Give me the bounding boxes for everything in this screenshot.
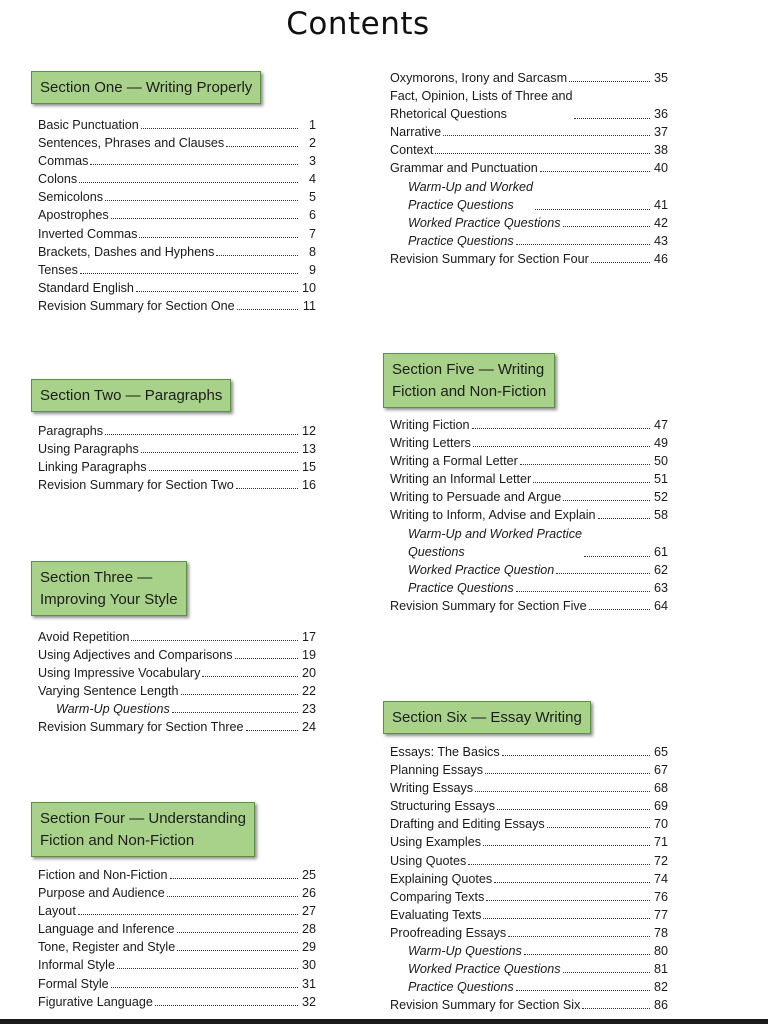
section-one-list (38, 116, 316, 315)
toc-entry[interactable] (390, 579, 668, 597)
toc-entry[interactable] (390, 888, 668, 906)
dot-leader (172, 712, 298, 713)
toc-entry-label: Planning Essays (390, 763, 484, 778)
dot-leader (540, 171, 650, 172)
toc-entry-label: Using Quotes (390, 853, 467, 868)
toc-entry-page-number: 40 (653, 161, 668, 176)
toc-entry-label: Writing Letters (390, 436, 471, 451)
dot-leader (516, 990, 650, 991)
toc-entry-page-number: 50 (653, 454, 668, 469)
section-six-header[interactable] (383, 701, 591, 734)
toc-entry-page-number: 31 (301, 976, 316, 991)
toc-entry[interactable] (390, 743, 668, 761)
dot-leader (485, 773, 650, 774)
toc-entry[interactable] (390, 852, 668, 870)
toc-entry[interactable] (390, 815, 668, 833)
dot-leader (497, 809, 650, 810)
toc-entry-label: Explaining Quotes (390, 871, 493, 886)
toc-entry-label: Informal Style (38, 958, 115, 973)
dot-leader (177, 950, 298, 951)
toc-entry[interactable] (38, 718, 316, 736)
toc-entry-label: Colons (38, 172, 78, 187)
toc-entry-page-number: 74 (653, 871, 668, 886)
dot-leader (591, 262, 650, 263)
toc-entry-label: Varying Sentence Length (38, 684, 179, 699)
toc-entry-page-number: 46 (653, 251, 668, 266)
toc-entry[interactable] (38, 628, 316, 646)
dot-leader (563, 500, 650, 501)
dot-leader (569, 81, 650, 82)
dot-leader (216, 255, 298, 256)
dot-leader (139, 237, 298, 238)
toc-entry[interactable] (390, 141, 668, 159)
toc-entry[interactable] (390, 488, 668, 506)
toc-entry-page-number: 32 (301, 994, 316, 1009)
toc-entry-page-number: 58 (653, 508, 668, 523)
section-three-list (38, 628, 316, 737)
toc-entry[interactable] (38, 476, 316, 494)
section-header-line: Fiction and Non-Fiction (392, 383, 547, 400)
toc-entry[interactable] (38, 646, 316, 664)
toc-entry-label: Standard English (38, 280, 134, 295)
toc-entry[interactable] (390, 525, 668, 561)
dot-leader (111, 218, 298, 219)
toc-entry-label: Layout (38, 904, 76, 919)
toc-entry-label: Worked Practice Questions (408, 962, 561, 977)
toc-entry-label: Essays: The Basics (390, 745, 500, 759)
dot-leader (486, 900, 650, 901)
toc-entry[interactable] (38, 884, 316, 902)
section-header-line: Section Four — Understanding (40, 810, 246, 827)
toc-entry[interactable] (38, 866, 316, 884)
toc-entry-page-number: 61 (653, 544, 668, 559)
toc-entry[interactable] (38, 116, 316, 134)
dot-leader (167, 896, 298, 897)
dot-leader (584, 556, 650, 557)
toc-entry[interactable] (38, 225, 316, 243)
toc-entry[interactable] (390, 416, 668, 434)
dot-leader (181, 694, 299, 695)
toc-entry-page-number: 25 (301, 868, 316, 882)
toc-entry-page-number: 35 (653, 71, 668, 85)
dot-leader (589, 609, 650, 610)
toc-entry-label: Semicolons (38, 190, 104, 205)
dot-leader (516, 244, 650, 245)
dot-leader (563, 972, 650, 973)
dot-leader (170, 878, 299, 879)
toc-entry-label: Worked Practice Question (408, 562, 555, 577)
toc-entry-page-number: 5 (308, 190, 316, 205)
toc-entry-label: Revision Summary for Section Six (390, 998, 581, 1013)
toc-entry-label: Practice Questions (408, 233, 514, 248)
toc-entry[interactable] (38, 261, 316, 279)
toc-entry-label-stack (390, 525, 582, 561)
toc-entry-label: Questions (408, 544, 465, 559)
toc-entry-label: Writing Fiction (390, 418, 470, 432)
toc-entry-label: Practice Questions (408, 580, 514, 595)
dot-leader (202, 676, 298, 677)
dot-leader (524, 954, 650, 955)
section-four-list (38, 866, 316, 1011)
toc-entry[interactable] (390, 779, 668, 797)
dot-leader (533, 482, 650, 483)
toc-entry-page-number: 63 (653, 580, 668, 595)
toc-entry[interactable] (390, 506, 668, 524)
toc-entry-page-number: 12 (301, 424, 316, 438)
toc-entry-page-number: 72 (653, 853, 668, 868)
dot-leader (235, 658, 298, 659)
toc-entry[interactable] (390, 996, 668, 1014)
section-one-header[interactable] (31, 71, 261, 104)
toc-entry[interactable] (390, 434, 668, 452)
toc-entry[interactable] (390, 978, 668, 996)
dot-leader (483, 918, 650, 919)
toc-entry-page-number: 71 (653, 835, 668, 850)
dot-leader (472, 428, 650, 429)
toc-entry-label: Avoid Repetition (38, 630, 130, 644)
dot-leader (574, 118, 650, 119)
toc-entry[interactable] (390, 452, 668, 470)
toc-entry[interactable] (390, 232, 668, 250)
toc-entry-label: Writing to Persuade and Argue (390, 490, 562, 505)
section-six-list (390, 743, 668, 1014)
toc-entry-page-number: 67 (653, 763, 668, 778)
toc-entry[interactable] (390, 924, 668, 942)
toc-entry-page-number: 6 (308, 208, 316, 223)
toc-entry[interactable] (390, 761, 668, 779)
toc-entry-page-number: 30 (301, 958, 316, 973)
toc-entry-page-number: 36 (653, 107, 668, 122)
toc-entry-label: Rhetorical Questions (390, 107, 507, 122)
toc-entry-label: Figurative Language (38, 994, 153, 1009)
dot-leader (237, 309, 298, 310)
toc-entry[interactable] (38, 664, 316, 682)
dot-leader (547, 827, 650, 828)
toc-entry-page-number: 27 (301, 904, 316, 919)
toc-entry-page-number: 3 (308, 154, 316, 169)
toc-entry[interactable] (390, 797, 668, 815)
dot-leader (598, 518, 650, 519)
toc-entry[interactable] (38, 956, 316, 974)
toc-entry-label: Paragraphs (38, 424, 104, 438)
toc-entry-label: Evaluating Texts (390, 907, 482, 922)
toc-entry-label: Writing an Informal Letter (390, 472, 532, 487)
dot-leader (556, 573, 650, 574)
toc-entry[interactable] (38, 993, 316, 1011)
toc-entry-page-number: 78 (653, 925, 668, 940)
toc-entry-first-line: Warm-Up and Worked (408, 179, 534, 194)
dot-leader (131, 640, 298, 641)
toc-entry-label: Proofreading Essays (390, 925, 507, 940)
toc-entry[interactable] (38, 134, 316, 152)
toc-entry-label: Sentences, Phrases and Clauses (38, 136, 225, 151)
toc-entry-page-number: 47 (653, 418, 668, 432)
toc-entry-page-number: 70 (653, 817, 668, 832)
toc-entry-page-number: 15 (301, 460, 316, 475)
toc-entry[interactable] (390, 597, 668, 615)
section-header-line: Section Five — Writing (392, 361, 545, 378)
toc-entry-label: Using Impressive Vocabulary (38, 666, 201, 681)
toc-entry-label: Structuring Essays (390, 799, 495, 814)
toc-entry-page-number: 17 (301, 630, 316, 644)
toc-entry-page-number: 86 (653, 998, 668, 1013)
toc-entry-label: Revision Summary for Section Two (38, 478, 234, 493)
toc-entry-label: Language and Inference (38, 922, 175, 937)
toc-entry-page-number: 68 (653, 781, 668, 796)
toc-entry-label: Using Adjectives and Comparisons (38, 648, 233, 663)
toc-entry-label: Writing Essays (390, 781, 474, 796)
section-two-list (38, 422, 316, 494)
toc-entry-page-number: 23 (301, 702, 316, 717)
toc-entry-label: Context (390, 143, 434, 158)
toc-entry-page-number: 37 (653, 125, 668, 140)
toc-entry-label: Grammar and Punctuation (390, 161, 538, 176)
dot-leader (236, 488, 298, 489)
toc-entry-label: Purpose and Audience (38, 886, 165, 901)
section-five-header[interactable] (383, 353, 555, 408)
toc-entry[interactable] (38, 152, 316, 170)
toc-entry[interactable] (38, 938, 316, 956)
toc-entry[interactable] (390, 250, 668, 268)
dot-leader (105, 434, 298, 435)
dot-leader (79, 182, 298, 183)
dot-leader (508, 936, 650, 937)
toc-entry-page-number: 64 (653, 598, 668, 613)
toc-entry[interactable] (38, 206, 316, 224)
toc-entry[interactable] (38, 440, 316, 458)
toc-entry[interactable] (390, 870, 668, 888)
toc-entry-label: Revision Summary for Section One (38, 298, 235, 313)
dot-leader (226, 146, 298, 147)
toc-entry-page-number: 62 (653, 562, 668, 577)
toc-entry-first-line: Warm-Up and Worked Practice (408, 526, 583, 541)
toc-entry-page-number: 69 (653, 799, 668, 814)
toc-entry-page-number: 24 (301, 720, 316, 735)
toc-entry[interactable] (390, 561, 668, 579)
dot-leader (483, 845, 650, 846)
section-two-header[interactable] (31, 379, 231, 412)
toc-entry-page-number: 76 (653, 889, 668, 904)
dot-leader (141, 452, 298, 453)
dot-leader (475, 791, 650, 792)
toc-entry-page-number: 1 (308, 118, 316, 132)
toc-entry-label: Using Paragraphs (38, 442, 139, 457)
section-header-line: Section Three — (40, 569, 153, 586)
dot-leader (117, 968, 298, 969)
toc-entry-label: Commas (38, 154, 89, 169)
toc-entry-label: Practice Questions (408, 980, 514, 995)
toc-entry[interactable] (38, 188, 316, 206)
toc-entry-page-number: 13 (301, 442, 316, 457)
section-four-continued-list (390, 69, 668, 268)
toc-entry-page-number: 28 (301, 922, 316, 937)
toc-entry-first-line: Fact, Opinion, Lists of Three and (390, 89, 573, 104)
dot-leader (105, 200, 298, 201)
toc-entry-label: Revision Summary for Section Four (390, 251, 589, 266)
section-header-line: Improving Your Style (40, 591, 178, 608)
toc-entry-page-number: 80 (653, 944, 668, 959)
dot-leader (502, 755, 650, 756)
toc-entry-page-number: 65 (653, 745, 668, 759)
dot-leader (78, 914, 298, 915)
section-four-header[interactable] (31, 802, 255, 857)
toc-entry-label: Fiction and Non-Fiction (38, 868, 168, 882)
toc-entry-page-number: 81 (653, 962, 668, 977)
toc-entry[interactable] (38, 297, 316, 315)
toc-entry-label: Revision Summary for Section Five (390, 598, 587, 613)
section-header-line: Section Six — Essay Writing (392, 709, 582, 726)
toc-entry-page-number: 43 (653, 233, 668, 248)
toc-entry[interactable] (38, 458, 316, 476)
dot-leader (563, 226, 650, 227)
toc-entry-page-number: 82 (653, 980, 668, 995)
toc-entry-label: Writing a Formal Letter (390, 454, 518, 469)
toc-entry[interactable] (38, 279, 316, 297)
toc-entry-page-number: 77 (653, 907, 668, 922)
bottom-edge-bar (0, 1019, 768, 1024)
toc-entry-label: Inverted Commas (38, 226, 138, 241)
toc-entry-label: Brackets, Dashes and Hyphens (38, 244, 215, 259)
toc-entry-label: Tone, Register and Style (38, 940, 176, 955)
toc-entry[interactable] (390, 470, 668, 488)
toc-entry[interactable] (38, 170, 316, 188)
toc-entry-label: Practice Questions (408, 197, 514, 212)
toc-entry[interactable] (390, 159, 668, 177)
toc-entry-page-number: 42 (653, 215, 668, 230)
toc-entry[interactable] (38, 700, 316, 718)
toc-entry-page-number: 41 (653, 197, 668, 212)
toc-entry-page-number: 22 (301, 684, 316, 699)
toc-entry-label: Linking Paragraphs (38, 460, 147, 475)
dot-leader (443, 135, 650, 136)
dot-leader (90, 164, 298, 165)
toc-entry-page-number: 19 (301, 648, 316, 663)
dot-leader (435, 153, 650, 154)
toc-entry-label: Narrative (390, 125, 442, 140)
toc-entry[interactable] (390, 960, 668, 978)
dot-leader (246, 730, 298, 731)
toc-entry[interactable] (390, 942, 668, 960)
toc-entry-label: Revision Summary for Section Three (38, 720, 244, 735)
toc-entry-label: Warm-Up Questions (408, 944, 522, 959)
toc-entry[interactable] (390, 69, 668, 87)
toc-entry[interactable] (390, 178, 668, 214)
dot-leader (111, 987, 298, 988)
dot-leader (141, 128, 298, 129)
dot-leader (582, 1008, 650, 1009)
dot-leader (473, 446, 650, 447)
section-header-line: Section One — Writing Properly (40, 79, 253, 96)
toc-entry-label: Using Examples (390, 835, 481, 850)
toc-entry-label: Drafting and Editing Essays (390, 817, 545, 832)
toc-entry-page-number: 10 (301, 280, 316, 295)
toc-entry-label: Apostrophes (38, 208, 109, 223)
toc-entry[interactable] (390, 906, 668, 924)
toc-entry-page-number: 38 (653, 143, 668, 158)
toc-entry[interactable] (390, 833, 668, 851)
toc-entry[interactable] (390, 123, 668, 141)
toc-entry[interactable] (390, 87, 668, 123)
toc-entry-page-number: 49 (653, 436, 668, 451)
toc-entry-page-number: 20 (301, 666, 316, 681)
dot-leader (516, 591, 650, 592)
toc-entry-label: Comparing Texts (390, 889, 485, 904)
section-five-list (390, 416, 668, 615)
section-header-line: Section Two — Paragraphs (40, 387, 223, 404)
toc-entry-page-number: 26 (301, 886, 316, 901)
dot-leader (177, 932, 298, 933)
toc-entry[interactable] (38, 975, 316, 993)
toc-entry-page-number: 2 (308, 136, 316, 151)
section-header-line: Fiction and Non-Fiction (40, 832, 195, 849)
dot-leader (535, 209, 650, 210)
toc-entry-page-number: 4 (308, 172, 316, 187)
toc-entry-label: Oxymorons, Irony and Sarcasm (390, 71, 568, 85)
dot-leader (468, 864, 650, 865)
dot-leader (155, 1005, 298, 1006)
dot-leader (520, 464, 650, 465)
toc-entry[interactable] (390, 214, 668, 232)
toc-entry-label: Basic Punctuation (38, 118, 139, 132)
toc-entry[interactable] (38, 920, 316, 938)
dot-leader (494, 882, 650, 883)
toc-entry-page-number: 9 (308, 262, 316, 277)
toc-entry[interactable] (38, 243, 316, 261)
toc-entry[interactable] (38, 682, 316, 700)
toc-entry-page-number: 11 (302, 298, 316, 313)
toc-entry-label: Warm-Up Questions (56, 702, 170, 717)
toc-entry-label: Worked Practice Questions (408, 215, 561, 230)
toc-entry-page-number: 29 (301, 940, 316, 955)
toc-entry-label-stack (390, 87, 572, 123)
toc-entry-page-number: 16 (301, 478, 316, 493)
toc-entry-label: Writing to Inform, Advise and Explain (390, 508, 596, 523)
dot-leader (136, 291, 298, 292)
toc-entry-label-stack (390, 178, 533, 214)
toc-entry[interactable] (38, 422, 316, 440)
toc-entry-page-number: 51 (653, 472, 668, 487)
toc-entry[interactable] (38, 902, 316, 920)
dot-leader (149, 470, 298, 471)
toc-entry-page-number: 52 (653, 490, 668, 505)
toc-entry-page-number: 7 (308, 226, 316, 241)
section-three-header[interactable] (31, 561, 187, 616)
toc-entry-label: Formal Style (38, 976, 109, 991)
dot-leader (80, 273, 298, 274)
page-title: Contents (286, 6, 430, 42)
toc-entry-label: Tenses (38, 262, 78, 277)
toc-entry-page-number: 8 (308, 244, 316, 259)
